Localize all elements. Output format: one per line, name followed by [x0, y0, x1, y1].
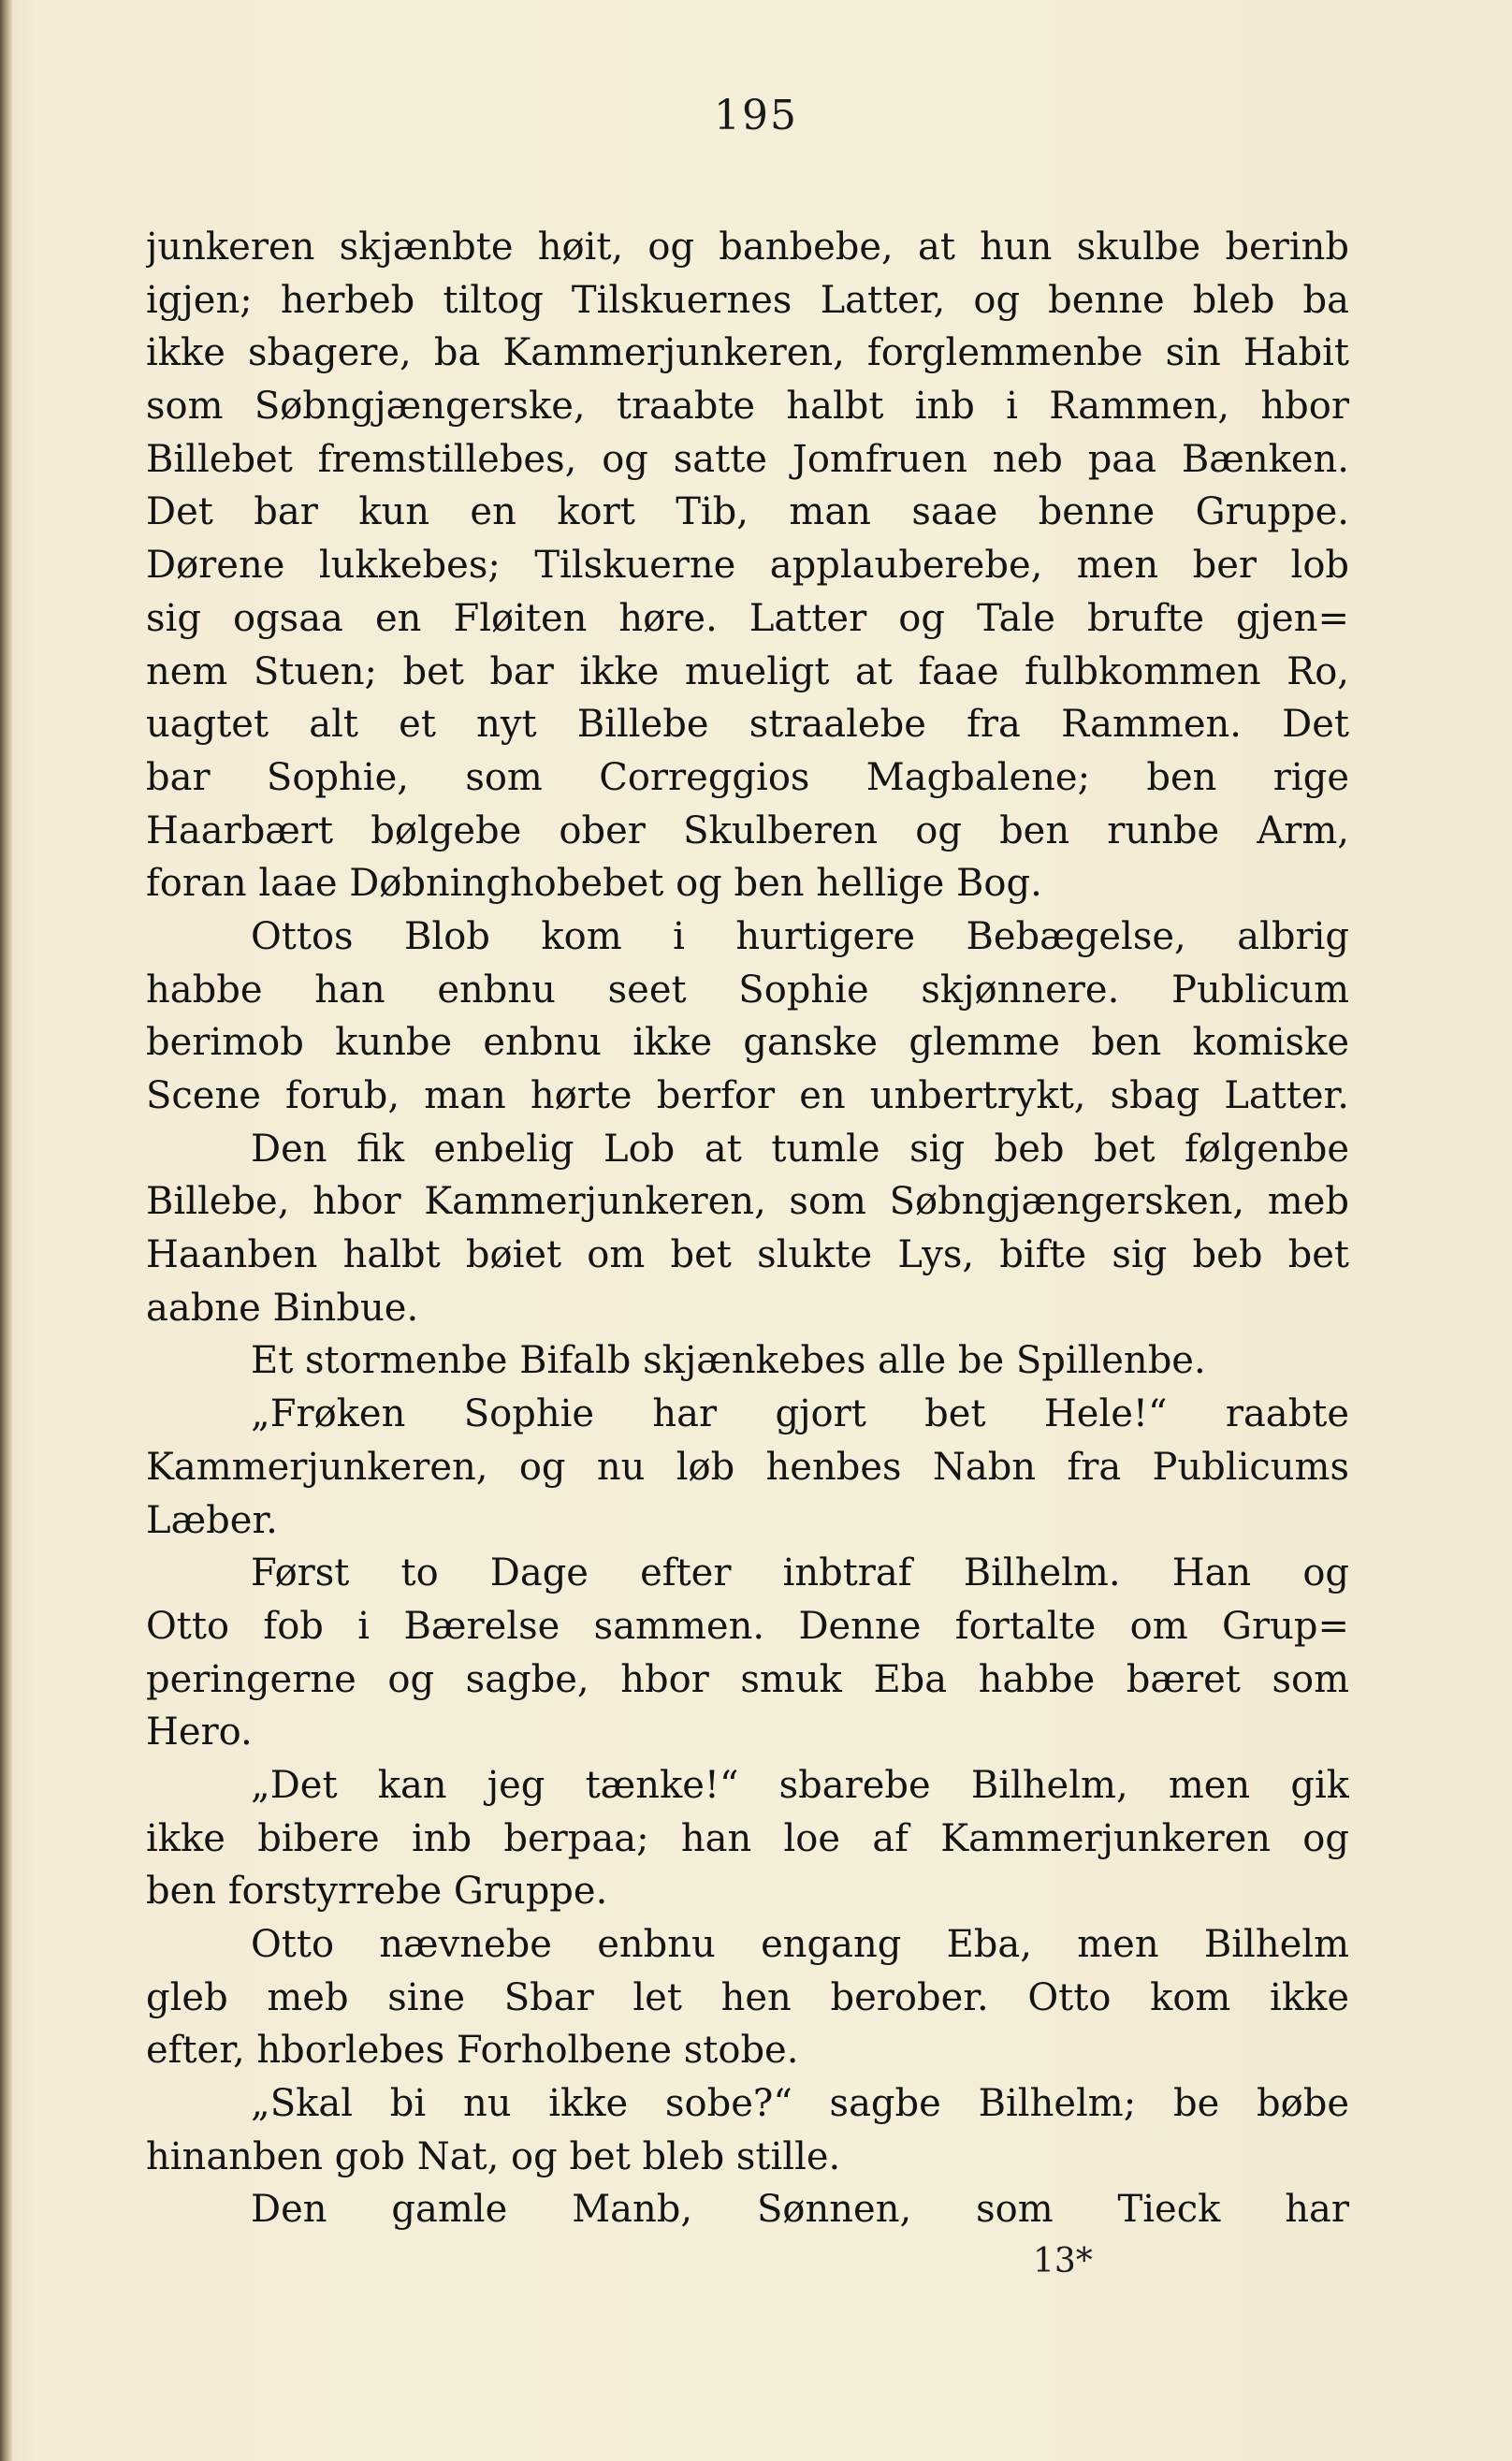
text-line: ikke bibere inb berpaa; han loe af Kammerjunkeren og [146, 1816, 1349, 1860]
text-line: foran laae Døbninghobebet og ben hellige Bog. [146, 862, 1042, 906]
text-line: ben forstyrrebe Gruppe. [146, 1870, 608, 1914]
text-line: Først to Dage efter inbtraf Bilhelm. Han og [251, 1551, 1349, 1595]
text-line: junkeren skjænbte høit, og banbebe, at hun skulbe berinb [146, 226, 1349, 269]
text-line: Scene forub, man hørte berfor en unbertrykt, sbag Latter. [146, 1074, 1349, 1117]
text-line: Billebet fremstillebes, og satte Jomfruen neb paa Bænken. [146, 437, 1349, 481]
text-line: sig ogsaa en Fløiten høre. Latter og Tale brufte gjen= [146, 596, 1349, 640]
text-line: Billebe, hbor Kammerjunkeren, som Søbngjængersken, meb [146, 1180, 1349, 1224]
text-line: Den fik enbelig Lob at tumle sig beb bet følgenbe [251, 1127, 1349, 1171]
text-line: Haanben halbt bøiet om bet slukte Lys, bifte sig beb bet [146, 1233, 1349, 1277]
text-line: efter, hborlebes Forholbene stobe. [146, 2029, 799, 2073]
text-line: „Det kan jeg tænke!“ sbarebe Bilhelm, men gik [251, 1763, 1349, 1807]
text-line: berimob kunbe enbnu ikke ganske glemme ben komiske [146, 1021, 1349, 1065]
text-line: „Skal bi nu ikke sobe?“ sagbe Bilhelm; be bøbe [251, 2082, 1349, 2126]
signature-mark: 13* [1033, 2242, 1093, 2280]
text-line: Hero. [146, 1711, 253, 1755]
text-line: Otto nævnebe enbnu engang Eba, men Bilhelm [251, 1923, 1349, 1966]
text-line: Dørene lukkebes; Tilskuerne applauberebe, men ber lob [146, 544, 1349, 588]
book-spine-shadow [0, 0, 13, 2461]
text-line: „Frøken Sophie har gjort bet Hele!“ raabte [251, 1392, 1349, 1436]
text-line: Ottos Blob kom i hurtigere Bebægelse, albrig [251, 914, 1349, 958]
text-line: hinanben gob Nat, og bet bleb stille. [146, 2134, 841, 2178]
text-line: uagtet alt et nyt Billebe straalebe fra Rammen. Det [146, 703, 1349, 747]
text-line: bar Sophie, som Correggios Magbalene; ben rige [146, 755, 1349, 799]
text-line: peringerne og sagbe, hbor smuk Eba habbe bæret som [146, 1657, 1349, 1701]
text-line: Læber. [146, 1498, 278, 1542]
page-number: 195 [714, 92, 798, 139]
text-line: igjen; herbeb tiltog Tilskuernes Latter, og benne bleb ba [146, 278, 1349, 322]
text-line: nem Stuen; bet bar ikke mueligt at faae fulbkommen Ro, [146, 649, 1349, 693]
text-line: Den gamle Manb, Sønnen, som Tieck har [251, 2188, 1349, 2232]
text-line: som Søbngjængerske, traabte halbt inb i Rammen, hbor [146, 385, 1349, 429]
text-line: Det bar kun en kort Tib, man saae benne Gruppe. [146, 490, 1349, 534]
text-line: Kammerjunkeren, og nu løb henbes Nabn fra Publicums [146, 1445, 1349, 1489]
text-line: habbe han enbnu seet Sophie skjønnere. Publicum [146, 968, 1349, 1012]
text-line: Haarbært bølgebe ober Skulberen og ben runbe Arm, [146, 808, 1349, 852]
body-text [146, 221, 1349, 2236]
text-line: gleb meb sine Sbar let hen berober. Otto kom ikke [146, 1975, 1349, 2019]
text-line: Et stormenbe Bifalb skjænkebes alle be Spillenbe. [251, 1339, 1206, 1383]
text-line: ikke sbagere, ba Kammerjunkeren, forglemmenbe sin Habit [146, 331, 1349, 375]
text-line: Otto fob i Bærelse sammen. Denne fortalte om Grup= [146, 1604, 1349, 1648]
text-line: aabne Binbue. [146, 1286, 419, 1330]
